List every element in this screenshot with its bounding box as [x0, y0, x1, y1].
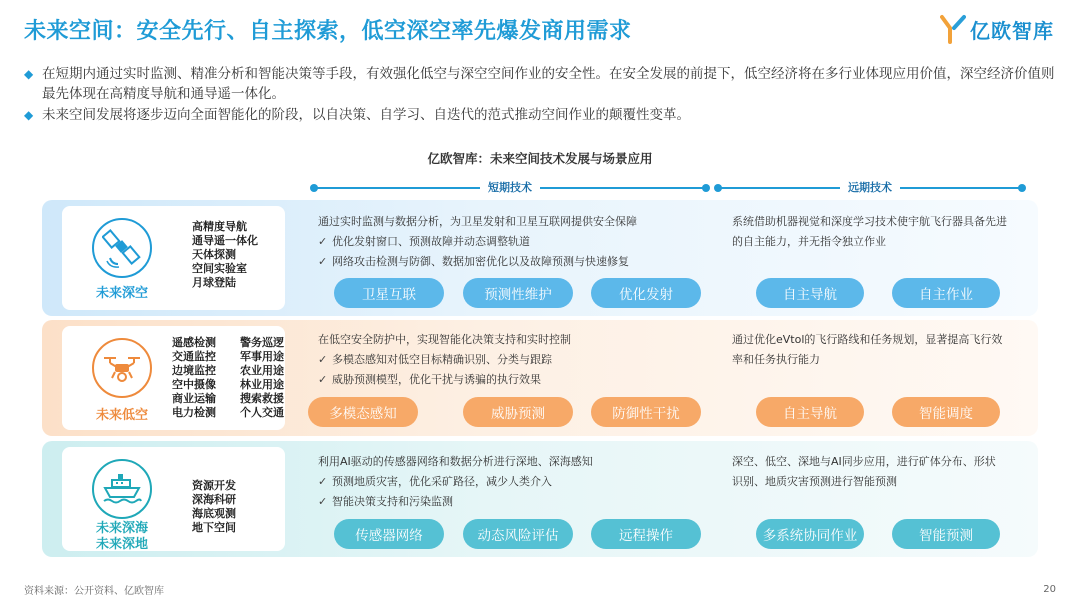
- phase-long-bar: [716, 181, 1024, 195]
- scenario-item: 空间实验室: [192, 262, 247, 275]
- scenario-item: 电力检测: [172, 406, 216, 419]
- category-card: [62, 326, 285, 430]
- tech-pill: 自主导航: [756, 397, 864, 427]
- short-term-point: ✓ 预测地质灾害，优化采矿路径，减少人类介入: [318, 472, 593, 492]
- category-label: 未来深空: [95, 286, 148, 301]
- short-term-point: ✓ 多模态感知对低空目标精确识别、分类与跟踪: [318, 350, 571, 370]
- phase-dot-icon: [1018, 184, 1026, 192]
- scenario-item: 搜索救援: [240, 392, 284, 405]
- scenario-item: 深海科研: [192, 493, 236, 506]
- short-term-intro: 通过实时监测与数据分析，为卫星发射和卫星互联网提供安全保障: [318, 215, 637, 228]
- logo-text: 亿欧智库: [970, 18, 1054, 43]
- scenario-item: 高精度导航: [192, 220, 247, 233]
- long-term-text: 深空、低空、深地与AI同步应用，进行矿体分布、形状 识别、地质灾害预测进行智能预测: [732, 455, 996, 488]
- check-icon: ✓: [318, 235, 328, 248]
- logo-mark-icon: [940, 14, 966, 44]
- bullet-text: 未来空间发展将逐步迈向全面智能化的阶段，以自决策、自学习、自迭代的范式推动空间作业的颠覆性变革。: [42, 107, 690, 123]
- diagram-title: 亿欧智库：未来空间技术发展与场景应用: [427, 151, 653, 166]
- tech-pill: 威胁预测: [463, 397, 573, 427]
- diamond-bullet-icon: ◆: [24, 108, 34, 122]
- short-term-text: [318, 330, 571, 390]
- category-card: [62, 206, 285, 310]
- scenario-item: 月球登陆: [192, 276, 236, 289]
- phase-dot-icon: [310, 184, 318, 192]
- scenario-item: 个人交通: [240, 406, 284, 419]
- scenario-list: [172, 336, 300, 420]
- scenario-item: 军事用途: [240, 350, 284, 363]
- row-deep-space: [42, 200, 1038, 316]
- scenario-item: 商业运输: [172, 392, 216, 405]
- check-icon: ✓: [318, 255, 328, 268]
- row-deep-sea: [42, 441, 1038, 557]
- scenario-item: 海底观测: [192, 507, 236, 520]
- scenario-item: 边境监控: [172, 364, 216, 377]
- short-term-intro: 利用AI驱动的传感器网络和数据分析进行深地、深海感知: [318, 455, 593, 468]
- phase-dot-icon: [714, 184, 722, 192]
- tech-pill: 多模态感知: [308, 397, 418, 427]
- ship-icon: [92, 459, 152, 519]
- tech-pill: 自主导航: [756, 278, 864, 308]
- tech-pill: 动态风险评估: [463, 519, 573, 549]
- check-icon: ✓: [318, 475, 328, 488]
- category-card: [62, 447, 285, 551]
- long-term-text: 系统借助机器视觉和深度学习技术使宇航飞行器具备先进 的自主能力，并无指令独立作业: [732, 215, 1007, 248]
- source-note: 资料来源：公开资料、亿欧智库: [24, 586, 164, 597]
- scenario-item: 天体探测: [192, 248, 236, 261]
- scenario-item: 林业用途: [240, 378, 284, 391]
- drone-icon: [92, 338, 152, 398]
- short-term-point: ✓ 优化发射窗口、预测故障并动态调整轨道: [318, 232, 637, 252]
- tech-pill: 多系统协同作业: [756, 519, 864, 549]
- tech-pill: 预测性维护: [463, 278, 573, 308]
- tech-pill: 优化发射: [591, 278, 701, 308]
- check-icon: ✓: [318, 373, 328, 386]
- phase-dot-icon: [702, 184, 710, 192]
- phase-long-label: 远期技术: [840, 179, 900, 195]
- tech-pill: 卫星互联: [334, 278, 444, 308]
- tech-pill: 远程操作: [591, 519, 701, 549]
- short-term-intro: 在低空安全防护中，实现智能化决策支持和实时控制: [318, 333, 571, 346]
- tech-pill: 传感器网络: [334, 519, 444, 549]
- scenario-item: 农业用途: [240, 364, 284, 377]
- page-number: 20: [1043, 584, 1056, 595]
- short-term-text: [318, 452, 593, 512]
- diamond-bullet-icon: ◆: [24, 67, 34, 81]
- tech-pill: 自主作业: [892, 278, 1000, 308]
- scenario-item: 通导遥一体化: [192, 234, 258, 247]
- scenario-item: 警务巡逻: [240, 336, 284, 349]
- phase-short-label: 短期技术: [480, 179, 540, 195]
- scenario-item: 交通监控: [172, 350, 216, 363]
- scenario-list: [192, 220, 258, 290]
- short-term-point: ✓ 网络攻击检测与防御、数据加密优化以及故障预测与快速修复: [318, 252, 637, 272]
- scenario-list: [192, 479, 236, 535]
- category-label-secondary: 未来深地: [95, 537, 148, 552]
- category-label: 未来低空: [95, 408, 148, 423]
- page-title: 未来空间：安全先行、自主探索，低空深空率先爆发商用需求: [24, 19, 632, 44]
- brand-logo: [940, 14, 1054, 44]
- bullet-item: [24, 105, 1064, 125]
- short-term-point: ✓ 智能决策支持和污染监测: [318, 492, 593, 512]
- check-icon: ✓: [318, 353, 328, 366]
- scenario-item: 地下空间: [192, 521, 236, 534]
- tech-pill: 防御性干扰: [591, 397, 701, 427]
- short-term-point: ✓ 威胁预测模型，优化干扰与诱骗的执行效果: [318, 370, 571, 390]
- tech-pill: 智能预测: [892, 519, 1000, 549]
- bullet-item: [24, 64, 1064, 104]
- category-label: 未来深海: [95, 521, 148, 536]
- tech-pill: 智能调度: [892, 397, 1000, 427]
- check-icon: ✓: [318, 495, 328, 508]
- satellite-icon: [92, 218, 152, 278]
- intro-bullets: [24, 64, 1064, 126]
- scenario-item: 遥感检测: [172, 336, 216, 349]
- phase-short-bar: [312, 181, 708, 195]
- row-low-altitude: [42, 320, 1038, 436]
- short-term-text: [318, 212, 637, 272]
- scenario-item: 空中摄像: [172, 378, 216, 391]
- scenario-item: 资源开发: [192, 479, 236, 492]
- long-term-text: 通过优化eVtol的飞行路线和任务规划，显著提高飞行效 率和任务执行能力: [732, 333, 1003, 366]
- bullet-text: 在短期内通过实时监测、精准分析和智能决策等手段，有效强化低空与深空空间作业的安全性。在安全发展的前提下，低空经济将在多行业体现应用价值，深空经济价值则最先体现在高精度导航和通导遥一体化。: [42, 66, 1055, 102]
